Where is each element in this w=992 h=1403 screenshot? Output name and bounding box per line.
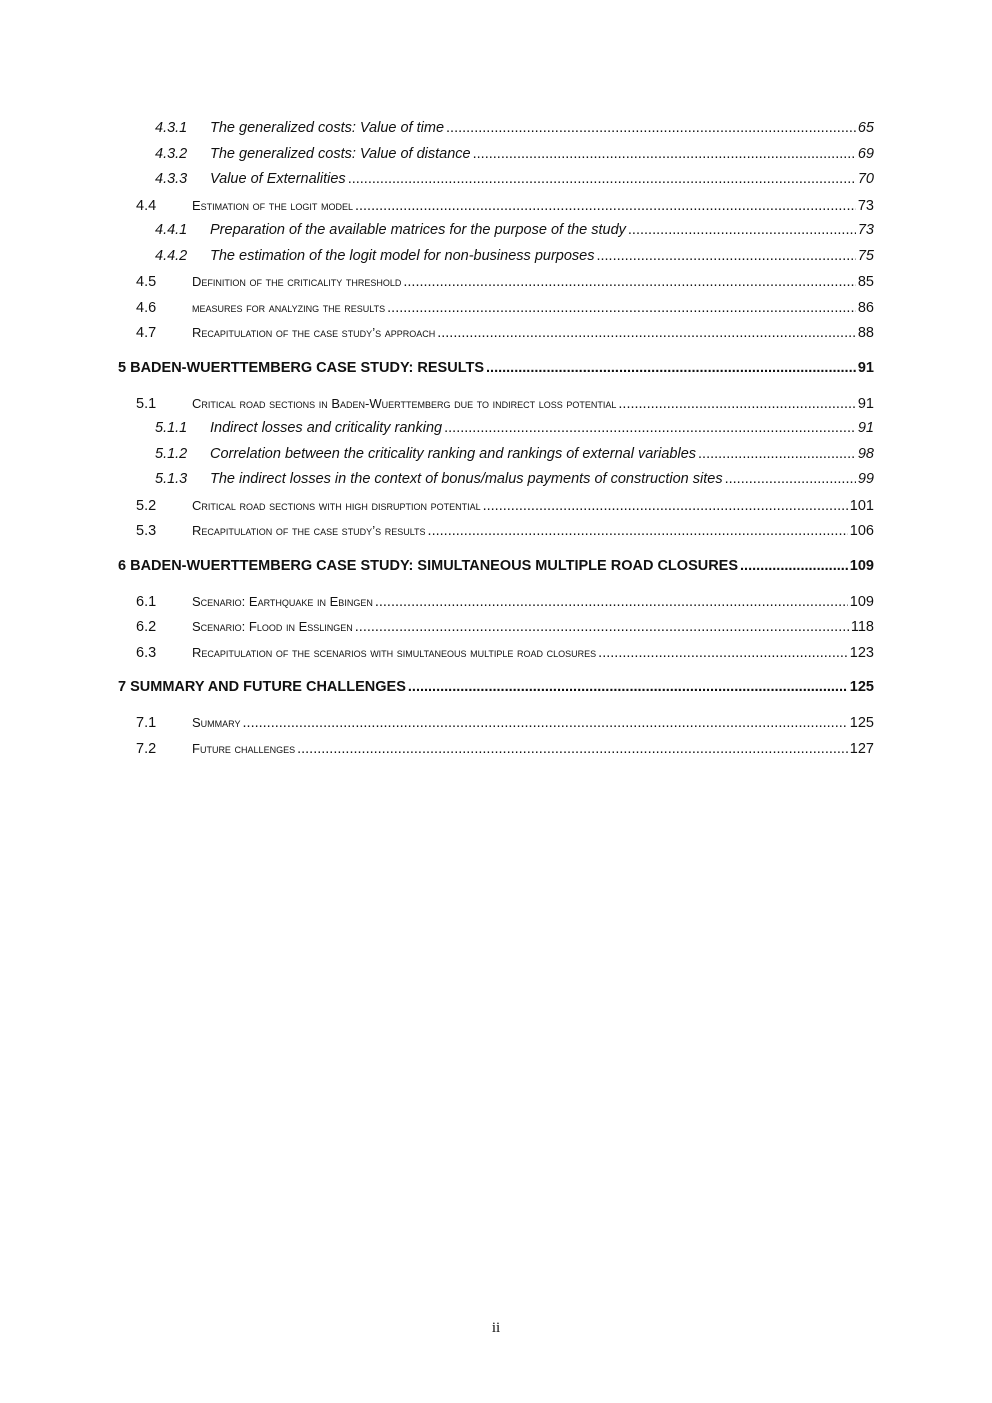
toc-entry-page: 73 (857, 197, 874, 214)
toc-entry-number: 5.2 (136, 497, 157, 514)
toc-chapter[interactable] (118, 675, 874, 700)
toc-entry-page: 86 (857, 299, 874, 316)
toc-entry-number: 6.2 (136, 619, 157, 635)
toc-chapter-title: SUMMARY AND FUTURE CHALLENGES (130, 679, 406, 695)
toc-leader-dots (444, 416, 856, 442)
toc-entry-number: 4.6 (136, 299, 157, 316)
toc-leader-dots (725, 467, 856, 493)
toc-entry-page: 65 (857, 120, 874, 136)
toc-chapter[interactable] (118, 554, 874, 579)
toc-entry[interactable] (118, 391, 874, 417)
toc-entry-title: Scenario: Earthquake in Ebingen (192, 593, 373, 609)
toc-entry-number: 4.3.1 (155, 120, 188, 136)
toc-chapter-page: 125 (849, 679, 874, 695)
toc-leader-dots (486, 356, 856, 381)
toc-leader-dots (355, 615, 849, 641)
toc-entry-title: Recapitulation of the scenarios with simultaneous multiple road closures (192, 644, 597, 660)
toc-entry-title: Definition of the criticality threshold (192, 274, 402, 289)
toc-entry-number: 5.1.1 (155, 420, 188, 436)
toc-entry[interactable] (118, 269, 874, 295)
toc-entry-title: Indirect losses and criticality ranking (210, 420, 443, 436)
toc-entry-title: Preparation of the available matrices for the purpose of the study (210, 222, 626, 238)
toc-entry-number: 4.5 (136, 274, 157, 290)
toc-chapter-page: 91 (857, 359, 874, 376)
toc-entry-page: 88 (857, 325, 874, 341)
toc-entry[interactable] (118, 640, 874, 666)
toc-leader-dots (408, 675, 848, 700)
toc-entry[interactable] (118, 193, 874, 219)
toc-leader-dots (446, 116, 856, 142)
toc-chapter-title: BADEN-WUERTTEMBERG CASE STUDY: SIMULTANEOUS MULTIPLE ROAD CLOSURES (130, 557, 739, 574)
toc-entry-page: 91 (857, 395, 874, 412)
toc-entry-number: 7.1 (136, 715, 157, 731)
toc-chapter-number: 5 (118, 359, 127, 376)
toc-entry-title: Correlation between the criticality ranking and rankings of external variables (210, 445, 697, 462)
toc-entry[interactable] (118, 295, 874, 321)
toc-entry-number: 5.1.2 (155, 445, 188, 462)
toc-leader-dots (598, 641, 848, 667)
toc-leader-dots (387, 296, 856, 322)
toc-entry[interactable] (118, 167, 874, 193)
toc-entry[interactable] (118, 320, 874, 346)
toc-entry-number: 4.4 (136, 197, 157, 214)
toc-leader-dots (740, 554, 848, 579)
toc-entry-title: The generalized costs: Value of time (210, 120, 445, 136)
toc-entry-title: measures for analyzing the results (192, 299, 386, 315)
toc-entry-page: 118 (850, 619, 874, 635)
toc-entry-title: The indirect losses in the context of bonus/malus payments of construction sites (210, 471, 723, 487)
toc-entry-number: 4.3.3 (155, 171, 188, 187)
toc-entry[interactable] (118, 518, 874, 544)
toc-chapter-page: 109 (849, 557, 874, 574)
toc-entry[interactable] (118, 244, 874, 270)
toc-leader-dots (628, 218, 856, 244)
toc-entry-page: 101 (849, 497, 874, 514)
toc-entry-title: The generalized costs: Value of distance (210, 145, 471, 162)
toc-entry-number: 5.3 (136, 523, 157, 539)
toc-leader-dots (403, 270, 856, 296)
toc-leader-dots (348, 167, 856, 193)
toc-leader-dots (596, 244, 855, 270)
toc-entry-title: Recapitulation of the case study’s approach (192, 325, 436, 340)
toc-entry-page: 69 (857, 145, 874, 162)
toc-leader-dots (483, 494, 848, 520)
toc-leader-dots (355, 194, 856, 220)
toc-entry-number: 4.4.2 (155, 247, 188, 264)
toc-entry[interactable] (118, 589, 874, 615)
toc-chapter[interactable] (118, 356, 874, 381)
toc-entry-page: 91 (857, 420, 874, 436)
toc-leader-dots (243, 711, 848, 737)
toc-entry[interactable] (118, 416, 874, 442)
toc-entry-number: 4.3.2 (155, 145, 188, 162)
toc-chapter-number: 6 (118, 557, 127, 574)
toc-entry-page: 99 (857, 471, 874, 487)
toc-entry-page: 75 (857, 247, 874, 264)
toc-chapter-number: 7 (118, 679, 127, 695)
toc-entry[interactable] (118, 614, 874, 640)
toc-entry[interactable] (118, 467, 874, 493)
toc-entry-number: 4.7 (136, 325, 157, 341)
toc-leader-dots (618, 392, 855, 418)
table-of-contents (118, 116, 874, 761)
toc-entry-title: Critical road sections in Baden-Wuerttemberg due to indirect loss potential (192, 395, 617, 411)
toc-entry-number: 5.1.3 (155, 471, 188, 487)
toc-leader-dots (473, 142, 856, 168)
toc-entry-title: Critical road sections with high disruption potential (192, 497, 481, 513)
toc-entry[interactable] (118, 142, 874, 168)
page-number: ii (491, 1320, 501, 1336)
toc-entry-page: 70 (857, 171, 874, 187)
toc-entry[interactable] (118, 493, 874, 519)
toc-entry-page: 85 (857, 274, 874, 290)
toc-leader-dots (437, 321, 856, 347)
toc-entry-page: 73 (857, 222, 874, 238)
toc-entry-title: Scenario: Flood in Esslingen (192, 619, 353, 634)
toc-entry-title: Summary (192, 715, 241, 730)
toc-entry-page: 106 (849, 523, 874, 539)
toc-entry[interactable] (118, 710, 874, 736)
toc-entry[interactable] (118, 218, 874, 244)
toc-entry-title: Future challenges (192, 740, 296, 756)
toc-leader-dots (428, 519, 848, 545)
toc-entry[interactable] (118, 736, 874, 762)
toc-entry-page: 125 (849, 715, 874, 731)
toc-chapter-title: BADEN-WUERTTEMBERG CASE STUDY: RESULTS (130, 359, 485, 376)
toc-entry-number: 7.2 (136, 740, 157, 757)
toc-entry[interactable] (118, 442, 874, 468)
toc-entry[interactable] (118, 116, 874, 142)
toc-entry-title: Value of Externalities (210, 171, 346, 187)
toc-entry-number: 6.3 (136, 644, 157, 661)
toc-leader-dots (698, 442, 856, 468)
toc-entry-number: 4.4.1 (155, 222, 188, 238)
toc-entry-page: 127 (849, 740, 874, 757)
toc-entry-title: The estimation of the logit model for non-business purposes (210, 247, 595, 264)
toc-entry-page: 98 (857, 445, 874, 462)
toc-entry-title: Recapitulation of the case study’s results (192, 523, 426, 538)
toc-entry-title: Estimation of the logit model (192, 197, 353, 213)
toc-entry-number: 5.1 (136, 395, 157, 412)
toc-leader-dots (297, 737, 848, 763)
toc-entry-page: 109 (849, 593, 874, 610)
toc-entry-number: 6.1 (136, 593, 157, 610)
toc-leader-dots (375, 590, 848, 616)
toc-entry-page: 123 (849, 644, 874, 661)
